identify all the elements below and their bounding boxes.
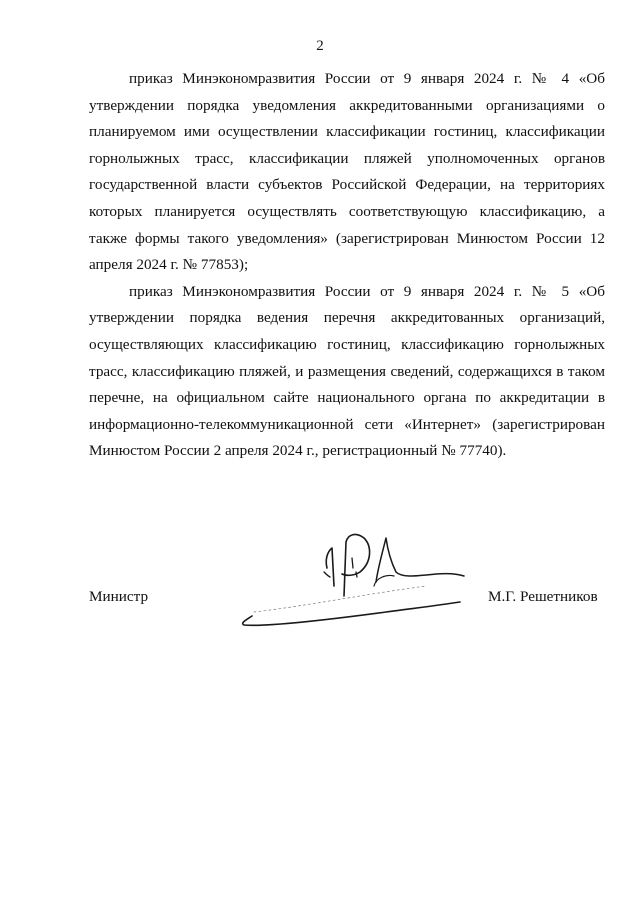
- handwritten-signature: [236, 528, 466, 632]
- paragraph-order-4: приказ Минэкономразвития России от 9 января 2024 г. № 4 «Об утверждении порядка уведомления аккредитованными организациями о планируемом ими осуществлении классификации гостиниц, классификации горнолыжных трасс, классификации пляжей уполномоченных органов государственной власти субъектов Российской Федерации, на территориях которых планируется осуществлять соответствующую классификацию, а также формы такого уведомления» (зарегистрирован Минюстом России 12 апреля 2024 г. № 77853);: [89, 70, 605, 274]
- signatory-title: Министр: [89, 588, 149, 605]
- paragraph-order-5: приказ Минэкономразвития России от 9 января 2024 г. № 5 «Об утверждении порядка ведения перечня аккредитованных организаций, осуществляющих классификацию гостиниц, классификацию горнолыжных трасс, классификацию пляжей, и размещения сведений, содержащихся в таком перечне, на официальном сайте национального органа по аккредитации в информационно-телекоммуникационной сети «Интернет» (зарегистрирован Минюстом России 2 апреля 2024 г., регистрационный № 77740).: [89, 282, 605, 460]
- page-number: 2: [316, 38, 324, 54]
- signatory-name: М.Г. Решетников: [488, 588, 598, 605]
